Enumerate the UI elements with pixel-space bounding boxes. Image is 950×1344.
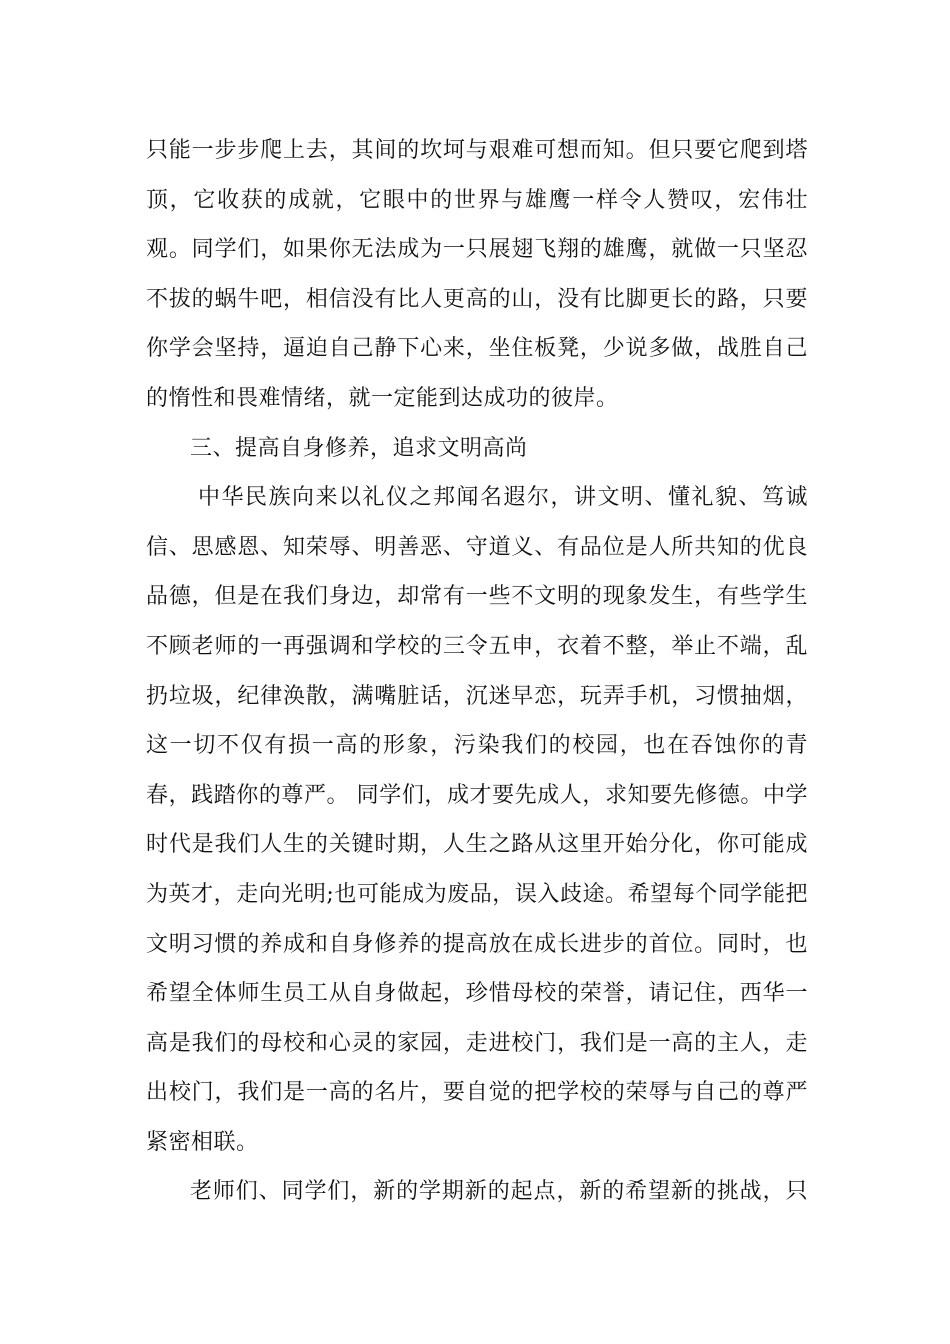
text-line: 高是我们的母校和心灵的家园，走进校门，我们是一高的主人，走 [146,1030,808,1056]
text-line: 信、思感恩、知荣辱、明善恶、守道义、有品位是人所共知的优良 [146,534,808,560]
text-line: 不顾老师的一再强调和学校的三令五申，衣着不整，举止不端，乱 [146,633,808,659]
text-line: 品德，但是在我们身边，却常有一些不文明的现象发生，有些学生 [146,584,808,610]
text-line: 你学会坚持，逼迫自己静下心来，坐住板凳，少说多做，战胜自己 [146,336,808,362]
text-line: 观。同学们，如果你无法成为一只展翅飞翔的雄鹰，就做一只坚忍 [146,237,808,263]
text-line: 出校门，我们是一高的名片，要自觉的把学校的荣辱与自己的尊严 [146,1080,808,1106]
text-line: 为英才，走向光明;也可能成为废品，误入歧途。希望每个同学能把 [146,881,808,907]
text-line: 时代是我们人生的关键时期，人生之路从这里开始分化，你可能成 [146,832,808,858]
text-line: 的惰性和畏难情绪，就一定能到达成功的彼岸。 [146,385,619,411]
text-line: 希望全体师生员工从自身做起，珍惜母校的荣誉，请记住，西华一 [146,981,808,1007]
text-line: 老师们、同学们，新的学期新的起点，新的希望新的挑战，只 [190,1179,808,1205]
text-line: 中华民族向来以礼仪之邦闻名遐尔，讲文明、懂礼貌、笃诚 [198,485,808,511]
text-line: 不拔的蜗牛吧，相信没有比人更高的山，没有比脚更长的路，只要 [146,286,808,312]
section-heading: 三、提高自身修养，追求文明高尚 [190,435,528,461]
text-line: 顶，它收获的成就，它眼中的世界与雄鹰一样令人赞叹，宏伟壮 [146,187,808,213]
text-line: 文明习惯的养成和自身修养的提高放在成长进步的首位。同时，也 [146,931,808,957]
body-text [146,126,808,1217]
text-line: 春，践踏你的尊严。 同学们，成才要先成人，求知要先修德。中学 [146,782,808,808]
text-line: 只能一步步爬上去，其间的坎坷与艰难可想而知。但只要它爬到塔 [146,138,808,163]
text-line: 这一切不仅有损一高的形象，污染我们的校园，也在吞蚀你的青 [146,733,808,759]
text-line: 扔垃圾，纪律涣散，满嘴脏话，沉迷早恋，玩弄手机，习惯抽烟， [146,683,808,709]
text-line: 紧密相联。 [146,1129,259,1155]
